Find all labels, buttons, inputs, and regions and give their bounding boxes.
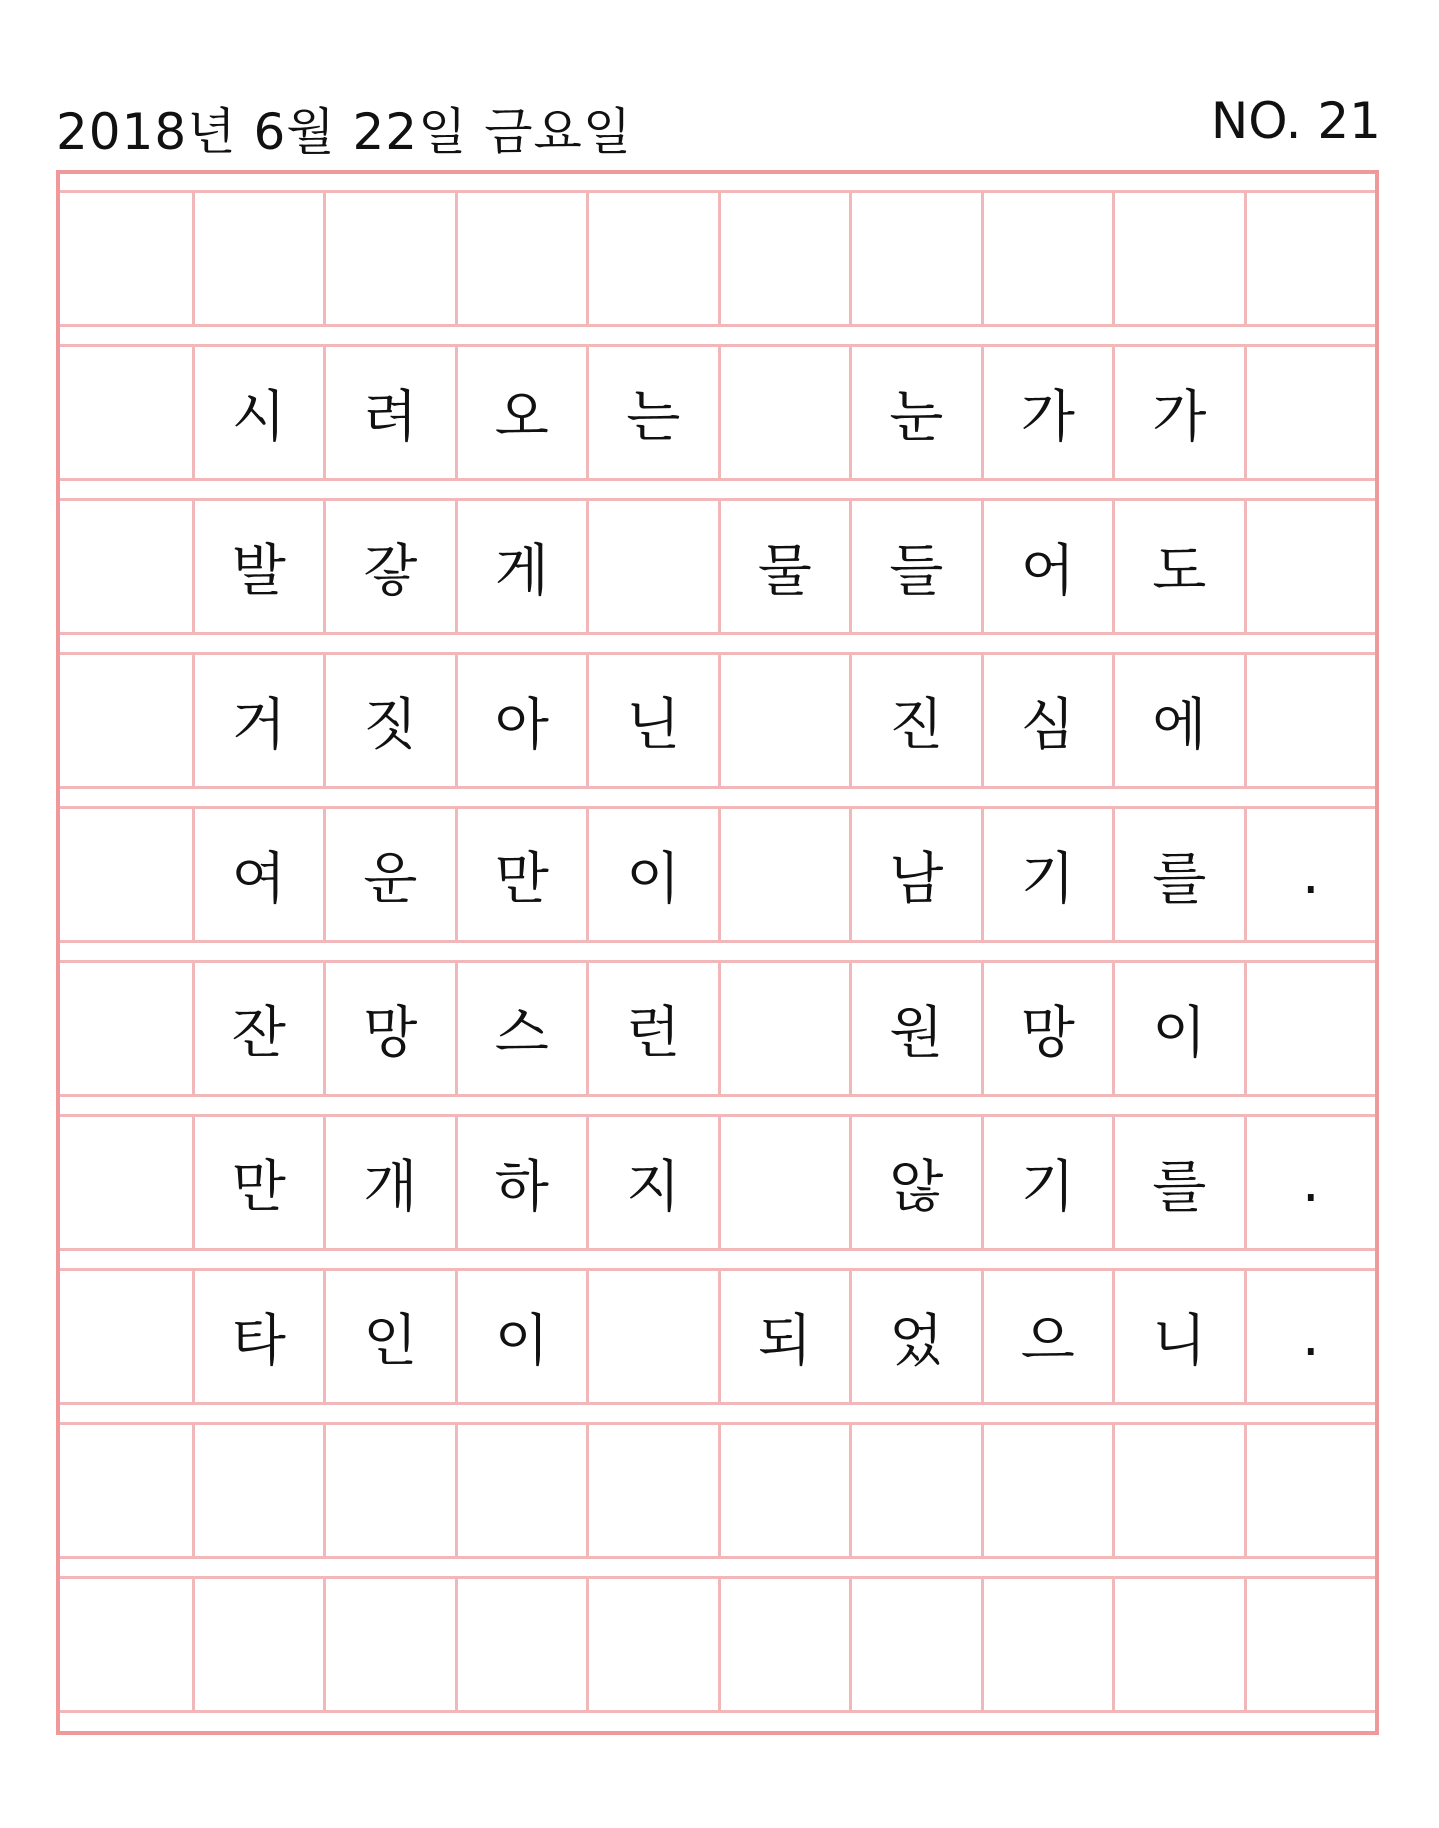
grid-cell	[586, 193, 718, 324]
grid-cell: 런	[586, 963, 718, 1094]
grid-cell: 아	[455, 655, 587, 786]
grid-cell	[981, 1579, 1113, 1710]
grid-cell: 여	[192, 809, 324, 940]
grid-cell: 지	[586, 1117, 718, 1248]
grid-cell: 들	[849, 501, 981, 632]
grid-cell: 닌	[586, 655, 718, 786]
grid-cell: 가	[1112, 347, 1244, 478]
grid-cell: 니	[1112, 1271, 1244, 1402]
grid-cell: 눈	[849, 347, 981, 478]
grid-cell	[323, 193, 455, 324]
grid-cell: 망	[981, 963, 1113, 1094]
grid-cell	[323, 1579, 455, 1710]
grid-cell	[60, 1579, 192, 1710]
grid-cell	[60, 1117, 192, 1248]
grid-cell	[60, 501, 192, 632]
grid-cell: .	[1244, 1117, 1376, 1248]
grid-row	[60, 960, 1375, 1097]
grid-cell: 이	[586, 809, 718, 940]
grid-cell	[192, 1425, 324, 1556]
grid-cell	[1112, 1425, 1244, 1556]
grid-cell	[718, 809, 850, 940]
grid-cell: 만	[455, 809, 587, 940]
grid-cell: 기	[981, 809, 1113, 940]
grid-cell	[981, 1425, 1113, 1556]
grid-cell: 짓	[323, 655, 455, 786]
grid-row	[60, 652, 1375, 789]
grid-row	[60, 344, 1375, 481]
grid-cell	[1244, 1579, 1376, 1710]
grid-cell: 갛	[323, 501, 455, 632]
grid-cell: 않	[849, 1117, 981, 1248]
grid-cell: 남	[849, 809, 981, 940]
grid-cell	[586, 501, 718, 632]
grid-cell: 운	[323, 809, 455, 940]
grid-cell	[192, 193, 324, 324]
grid-cell	[849, 1425, 981, 1556]
grid-row	[60, 1576, 1375, 1713]
grid-cell	[60, 193, 192, 324]
grid-cell: 가	[981, 347, 1113, 478]
grid-cell	[1244, 963, 1376, 1094]
grid-cell	[60, 655, 192, 786]
grid-cell: 스	[455, 963, 587, 1094]
grid-cell: 망	[323, 963, 455, 1094]
grid-cell: 시	[192, 347, 324, 478]
grid-cell: 타	[192, 1271, 324, 1402]
grid-cell	[718, 1425, 850, 1556]
grid-row	[60, 1114, 1375, 1251]
grid-cell: 었	[849, 1271, 981, 1402]
grid-cell: 만	[192, 1117, 324, 1248]
grid-cell	[1244, 501, 1376, 632]
grid-cell	[323, 1425, 455, 1556]
grid-cell	[60, 1271, 192, 1402]
grid-cell	[1244, 1425, 1376, 1556]
grid-cell: 개	[323, 1117, 455, 1248]
grid-cell	[1112, 193, 1244, 324]
grid-cell	[718, 347, 850, 478]
diary-date: 2018년 6월 22일 금요일	[56, 103, 633, 161]
grid-cell: 어	[981, 501, 1113, 632]
grid-cell: 는	[586, 347, 718, 478]
grid-cell	[60, 347, 192, 478]
grid-cell	[586, 1579, 718, 1710]
grid-cell: 발	[192, 501, 324, 632]
grid-cell: 려	[323, 347, 455, 478]
grid-cell	[60, 963, 192, 1094]
grid-cell	[586, 1425, 718, 1556]
grid-row	[60, 1268, 1375, 1405]
grid-cell	[718, 655, 850, 786]
grid-cell	[455, 1579, 587, 1710]
grid-cell: 에	[1112, 655, 1244, 786]
grid-cell	[455, 1425, 587, 1556]
grid-cell	[849, 1579, 981, 1710]
grid-row	[60, 806, 1375, 943]
grid-cell	[1112, 1579, 1244, 1710]
grid-cell: 기	[981, 1117, 1113, 1248]
grid-cell: 으	[981, 1271, 1113, 1402]
grid-cell	[718, 193, 850, 324]
grid-cell	[718, 1579, 850, 1710]
grid-row	[60, 1422, 1375, 1559]
grid-cell: 도	[1112, 501, 1244, 632]
grid-cell	[718, 1117, 850, 1248]
grid-cell: 이	[455, 1271, 587, 1402]
grid-cell: 원	[849, 963, 981, 1094]
grid-cell	[60, 809, 192, 940]
manuscript-sheet	[56, 170, 1379, 1735]
grid-cell: 인	[323, 1271, 455, 1402]
grid-cell: .	[1244, 1271, 1376, 1402]
grid-cell	[718, 963, 850, 1094]
grid-cell	[586, 1271, 718, 1402]
grid-cell	[849, 193, 981, 324]
grid-cell	[981, 193, 1113, 324]
page-number: NO. 21	[1210, 92, 1381, 150]
grid-cell	[1244, 655, 1376, 786]
grid-cell: .	[1244, 809, 1376, 940]
grid-cell: 이	[1112, 963, 1244, 1094]
grid-cell: 게	[455, 501, 587, 632]
grid-cell: 거	[192, 655, 324, 786]
grid-cell: 하	[455, 1117, 587, 1248]
grid-cell: 잔	[192, 963, 324, 1094]
grid-cell: 되	[718, 1271, 850, 1402]
grid-cell: 심	[981, 655, 1113, 786]
grid-cell: 를	[1112, 1117, 1244, 1248]
grid-cell: 오	[455, 347, 587, 478]
grid-cell	[455, 193, 587, 324]
grid-cell	[192, 1579, 324, 1710]
grid-cell: 물	[718, 501, 850, 632]
grid-row	[60, 190, 1375, 327]
grid-cell	[1244, 193, 1376, 324]
grid-row	[60, 498, 1375, 635]
grid-cell	[60, 1425, 192, 1556]
grid-cell	[1244, 347, 1376, 478]
grid-cell: 를	[1112, 809, 1244, 940]
grid-cell: 진	[849, 655, 981, 786]
